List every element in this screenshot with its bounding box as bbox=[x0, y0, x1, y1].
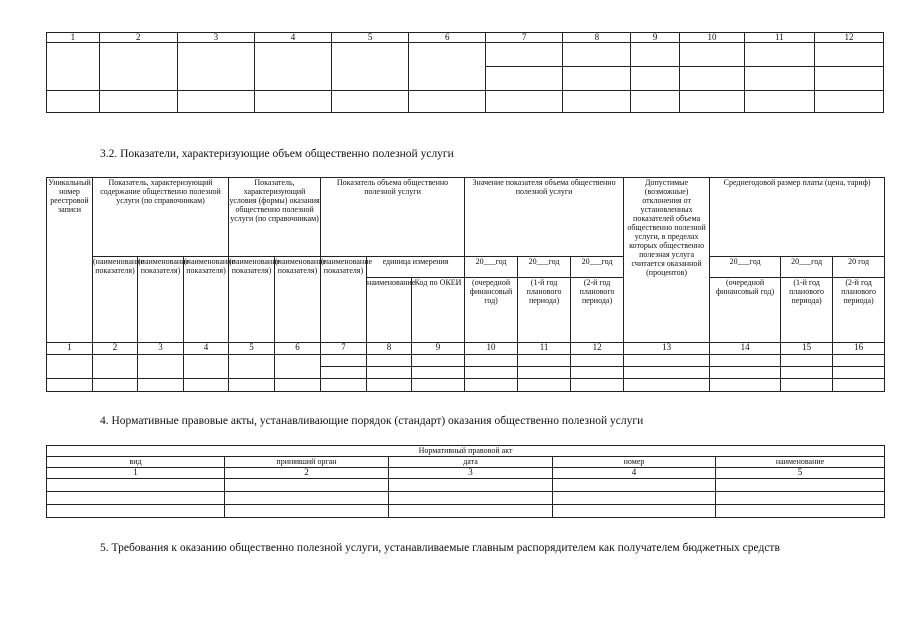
table-cell[interactable] bbox=[275, 379, 321, 392]
col-number: 14 bbox=[710, 343, 781, 355]
header-name-indicator: (наименование показателя) bbox=[275, 257, 321, 343]
table-cell[interactable] bbox=[47, 91, 100, 113]
col-number: 10 bbox=[679, 33, 744, 43]
table-cell[interactable] bbox=[138, 355, 184, 379]
table-cell[interactable] bbox=[99, 91, 177, 113]
table-cell[interactable] bbox=[631, 43, 680, 67]
header-fy-2: (2-й год планового периода) bbox=[571, 278, 624, 343]
col-number: 5 bbox=[332, 33, 409, 43]
col-number: 6 bbox=[275, 343, 321, 355]
table-cell[interactable] bbox=[553, 492, 716, 505]
header-name-indicator: (наименование показателя) bbox=[184, 257, 229, 343]
header-name: наименование bbox=[367, 278, 412, 343]
table-cell[interactable] bbox=[275, 355, 321, 379]
table-cell[interactable] bbox=[465, 355, 518, 367]
table-cell[interactable] bbox=[744, 67, 814, 91]
col-number: 12 bbox=[571, 343, 624, 355]
header-fy-2: (2-й год планового периода) bbox=[833, 278, 885, 343]
table-cell[interactable] bbox=[781, 367, 833, 379]
header-name-indicator: (наименование показателя) bbox=[93, 257, 138, 343]
table-cell[interactable] bbox=[833, 379, 885, 392]
col-number: 9 bbox=[631, 33, 680, 43]
table-cell[interactable] bbox=[184, 379, 229, 392]
header-unit: единица измерения bbox=[367, 257, 465, 278]
table-cell[interactable] bbox=[99, 43, 177, 91]
table-cell[interactable] bbox=[833, 355, 885, 367]
table-volume bbox=[46, 177, 885, 392]
table-cell[interactable] bbox=[624, 355, 710, 367]
header-date: дата bbox=[389, 457, 553, 468]
col-number: 7 bbox=[321, 343, 367, 355]
table-cell[interactable] bbox=[563, 91, 631, 113]
col-number: 1 bbox=[47, 33, 100, 43]
table-cell[interactable] bbox=[710, 379, 781, 392]
header-okei: Код по ОКЕИ bbox=[412, 278, 465, 343]
table-cell[interactable] bbox=[389, 479, 553, 492]
col-number: 4 bbox=[254, 33, 331, 43]
table-cell[interactable] bbox=[486, 67, 563, 91]
col-number: 16 bbox=[833, 343, 885, 355]
table-cell[interactable] bbox=[518, 355, 571, 367]
col-number: 13 bbox=[624, 343, 710, 355]
table-cell[interactable] bbox=[781, 379, 833, 392]
table-cell[interactable] bbox=[389, 505, 553, 518]
header-year: 20___год bbox=[781, 257, 833, 278]
table-cell[interactable] bbox=[332, 43, 409, 91]
col-number: 15 bbox=[781, 343, 833, 355]
col-number: 2 bbox=[93, 343, 138, 355]
table-cell[interactable] bbox=[254, 43, 331, 91]
table-legal-acts bbox=[46, 445, 885, 518]
table-cell[interactable] bbox=[553, 505, 716, 518]
section-4-title: 4. Нормативные правовые акты, устанавливающие порядок (стандарт) оказания общественно полезной услуги bbox=[100, 415, 644, 427]
table-cell[interactable] bbox=[814, 91, 883, 113]
col-number: 3 bbox=[177, 33, 254, 43]
table-cell[interactable] bbox=[225, 479, 389, 492]
col-number: 8 bbox=[563, 33, 631, 43]
table-cell[interactable] bbox=[571, 355, 624, 367]
table-cell[interactable] bbox=[833, 367, 885, 379]
table-cell[interactable] bbox=[716, 505, 885, 518]
header-year: 20 год bbox=[833, 257, 885, 278]
col-number: 9 bbox=[412, 343, 465, 355]
table-cell[interactable] bbox=[138, 379, 184, 392]
table-cell[interactable] bbox=[47, 492, 225, 505]
table-cell[interactable] bbox=[229, 355, 275, 379]
table-cell[interactable] bbox=[412, 367, 465, 379]
col-number: 10 bbox=[465, 343, 518, 355]
table-cell[interactable] bbox=[225, 505, 389, 518]
col-number: 7 bbox=[486, 33, 563, 43]
table-cell[interactable] bbox=[563, 43, 631, 67]
legal-act-table-title: Нормативный правовой акт bbox=[47, 446, 885, 457]
header-fy-1: (1-й год планового периода) bbox=[781, 278, 833, 343]
table-cell[interactable] bbox=[814, 43, 883, 67]
table-cell[interactable] bbox=[624, 367, 710, 379]
table-cell[interactable] bbox=[93, 355, 138, 379]
header-indicator-conditions: Показатель, характеризующий условия (формы) оказания общественно полезной услуги (по справочникам) bbox=[229, 178, 321, 257]
col-number: 1 bbox=[47, 468, 225, 479]
header-avg-fee: Среднегодовой размер платы (цена, тариф) bbox=[710, 178, 885, 257]
table-cell[interactable] bbox=[631, 67, 680, 91]
table-cell[interactable] bbox=[409, 91, 486, 113]
table-cell[interactable] bbox=[571, 379, 624, 392]
table-cell[interactable] bbox=[679, 43, 744, 67]
col-number: 5 bbox=[716, 468, 885, 479]
table-cell[interactable] bbox=[225, 492, 389, 505]
col-number: 4 bbox=[184, 343, 229, 355]
header-fy-1: (1-й год планового периода) bbox=[518, 278, 571, 343]
section-5-title: 5. Требования к оказанию общественно полезной услуги, устанавливаемые главным распорядителем как получателем бюджетных средств bbox=[100, 542, 780, 554]
header-indicator-content: Показатель, характеризующий содержание общественно полезной услуги (по справочникам) bbox=[93, 178, 229, 257]
table-cell[interactable] bbox=[321, 355, 367, 367]
col-number: 11 bbox=[518, 343, 571, 355]
col-number: 11 bbox=[744, 33, 814, 43]
col-number: 3 bbox=[138, 343, 184, 355]
table-cell[interactable] bbox=[465, 367, 518, 379]
table-cell[interactable] bbox=[631, 91, 680, 113]
col-number: 12 bbox=[814, 33, 883, 43]
col-number: 6 bbox=[409, 33, 486, 43]
col-number: 4 bbox=[553, 468, 716, 479]
table-cell[interactable] bbox=[679, 91, 744, 113]
table-cell[interactable] bbox=[624, 379, 710, 392]
table-cell[interactable] bbox=[710, 367, 781, 379]
table-cell[interactable] bbox=[814, 67, 883, 91]
table-cell[interactable] bbox=[177, 91, 254, 113]
table-cell[interactable] bbox=[47, 43, 100, 91]
header-name-indicator: (наименование показателя) bbox=[321, 257, 367, 343]
header-name-indicator: (наименование показателя) bbox=[138, 257, 184, 343]
table-cell[interactable] bbox=[321, 379, 367, 392]
table-cell[interactable] bbox=[716, 479, 885, 492]
header-deviations: Допустимые (возможные) отклонения от установленных показателей объема общественно полезной услуги, в пределах которых общественно полезная услуга считается оказанной (процентов) bbox=[624, 178, 710, 343]
header-name: наименование bbox=[716, 457, 885, 468]
header-year: 20___год bbox=[518, 257, 571, 278]
header-type: вид bbox=[47, 457, 225, 468]
header-year: 20___год bbox=[465, 257, 518, 278]
table-cell[interactable] bbox=[518, 367, 571, 379]
table-cell[interactable] bbox=[553, 479, 716, 492]
table-cell[interactable] bbox=[47, 479, 225, 492]
table-cell[interactable] bbox=[679, 67, 744, 91]
table-cell[interactable] bbox=[47, 379, 93, 392]
table-cell[interactable] bbox=[184, 355, 229, 379]
table-cell[interactable] bbox=[465, 379, 518, 392]
table-cell[interactable] bbox=[229, 379, 275, 392]
header-name-indicator: (наименование показателя) bbox=[229, 257, 275, 343]
table-cell[interactable] bbox=[744, 91, 814, 113]
table-top bbox=[46, 32, 884, 113]
col-number: 1 bbox=[47, 343, 93, 355]
table-cell[interactable] bbox=[409, 43, 486, 91]
table-cell[interactable] bbox=[254, 91, 331, 113]
table-cell[interactable] bbox=[563, 67, 631, 91]
header-fy-current: (очередной финансовый год) bbox=[465, 278, 518, 343]
col-number: 5 bbox=[229, 343, 275, 355]
table-cell[interactable] bbox=[332, 91, 409, 113]
table-cell[interactable] bbox=[710, 355, 781, 367]
section-32-title: 3.2. Показатели, характеризующие объем общественно полезной услуги bbox=[100, 148, 454, 160]
header-fy-current: (очередной финансовый год) bbox=[710, 278, 781, 343]
header-number: номер bbox=[553, 457, 716, 468]
table-cell[interactable] bbox=[389, 492, 553, 505]
col-number: 2 bbox=[225, 468, 389, 479]
col-number: 8 bbox=[367, 343, 412, 355]
table-cell[interactable] bbox=[412, 379, 465, 392]
table-cell[interactable] bbox=[781, 355, 833, 367]
table-cell[interactable] bbox=[321, 367, 367, 379]
header-year: 20___год bbox=[571, 257, 624, 278]
table-cell[interactable] bbox=[367, 355, 412, 367]
table-cell[interactable] bbox=[367, 379, 412, 392]
header-volume-value: Значение показателя объема общественно полезной услуги bbox=[465, 178, 624, 257]
table-cell[interactable] bbox=[486, 43, 563, 67]
table-cell[interactable] bbox=[47, 355, 93, 379]
table-cell[interactable] bbox=[744, 43, 814, 67]
table-cell[interactable] bbox=[93, 379, 138, 392]
table-cell[interactable] bbox=[367, 367, 412, 379]
table-cell[interactable] bbox=[716, 492, 885, 505]
col-number: 2 bbox=[99, 33, 177, 43]
table-cell[interactable] bbox=[412, 355, 465, 367]
table-cell[interactable] bbox=[518, 379, 571, 392]
header-issuer: принявший орган bbox=[225, 457, 389, 468]
header-unique-number: Уникальный номер реестровой записи bbox=[47, 178, 93, 343]
table-cell[interactable] bbox=[47, 505, 225, 518]
header-volume-indicator: Показатель объема общественно полезной услуги bbox=[321, 178, 465, 257]
table-cell[interactable] bbox=[571, 367, 624, 379]
table-cell[interactable] bbox=[177, 43, 254, 91]
table-cell[interactable] bbox=[486, 91, 563, 113]
col-number: 3 bbox=[389, 468, 553, 479]
header-year: 20___год bbox=[710, 257, 781, 278]
